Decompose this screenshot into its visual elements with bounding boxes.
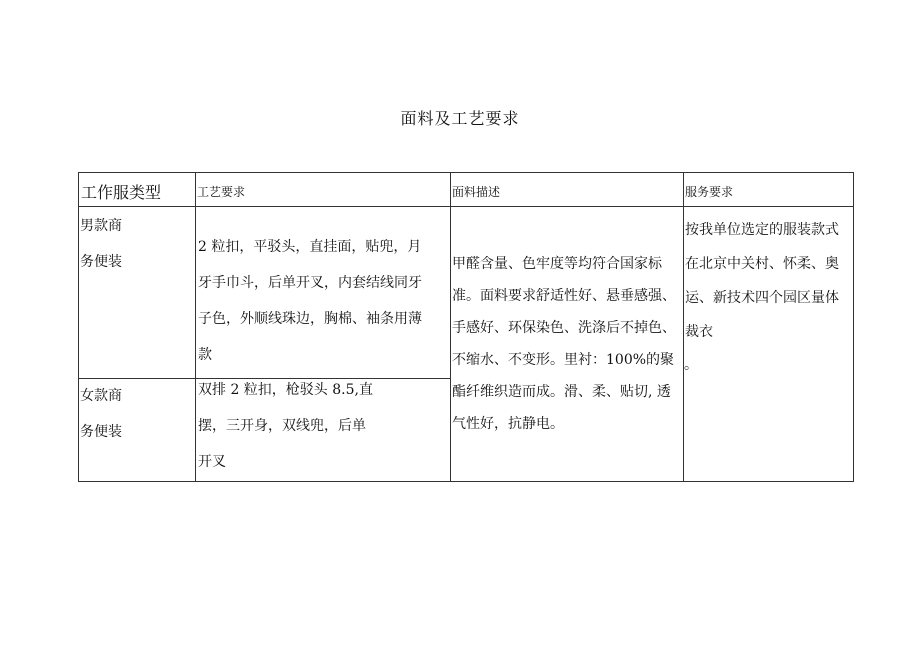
fabric-line: 不缩水、不变形。里衬：100%的聚 [452, 352, 675, 368]
service-line: 裁衣 [685, 324, 713, 340]
craft-cell-men [198, 229, 422, 373]
craft-line: 牙手巾斗，后单开叉，内套结线同牙 [198, 275, 422, 291]
header-craft: 工艺要求 [197, 185, 246, 199]
craft-line: 双排 2 粒扣，枪驳头 8.5,直 [198, 382, 373, 398]
service-line: 按我单位选定的服装款式 [685, 222, 839, 238]
service-cell [685, 213, 853, 349]
service-line: 运、新技术四个园区量体 [685, 290, 839, 306]
service-tail: 。 [684, 357, 698, 373]
craft-line: 开叉 [198, 454, 226, 470]
column-divider [195, 172, 196, 482]
fabric-line: 甲醛含量、色牢度等均符合国家标 [452, 256, 662, 272]
craft-cell-women [198, 372, 373, 480]
requirements-table [78, 172, 854, 482]
fabric-line: 准。面料要求舒适性好、悬垂感强、 [452, 288, 676, 304]
fabric-line: 气性好，抗静电。 [452, 416, 564, 432]
type-line: 务便装 [80, 424, 122, 440]
type-cell-women [80, 378, 122, 450]
craft-line: 子色，外顺线珠边，胸棉、袖条用薄 [198, 311, 422, 327]
table-border-bottom [78, 481, 854, 482]
type-cell-men [80, 208, 122, 280]
page-title: 面料及工艺要求 [400, 109, 520, 128]
header-service: 服务要求 [685, 185, 734, 199]
craft-line: 2 粒扣，平驳头，直挂面，贴兜，月 [198, 239, 422, 255]
type-line: 男款商 [80, 218, 122, 234]
column-divider [450, 172, 451, 482]
craft-line: 款 [198, 347, 212, 363]
type-line: 女款商 [80, 388, 122, 404]
table-border-left [78, 172, 79, 482]
fabric-cell [452, 248, 688, 440]
fabric-line: 手感好、环保染色、洗涤后不掉色、 [452, 320, 676, 336]
header-type: 工作服类型 [81, 183, 162, 202]
craft-line: 摆，三开身，双线兜，后单 [198, 418, 366, 434]
table-border-top [78, 172, 854, 173]
table-border-right [853, 172, 854, 482]
header-divider [78, 206, 854, 207]
fabric-line: 酯纤维织造而成。滑、柔、贴切, 透 [452, 384, 671, 400]
service-line: 在北京中关村、怀柔、奥 [685, 256, 839, 272]
type-line: 务便装 [80, 254, 122, 270]
header-fabric: 面料描述 [452, 185, 501, 199]
